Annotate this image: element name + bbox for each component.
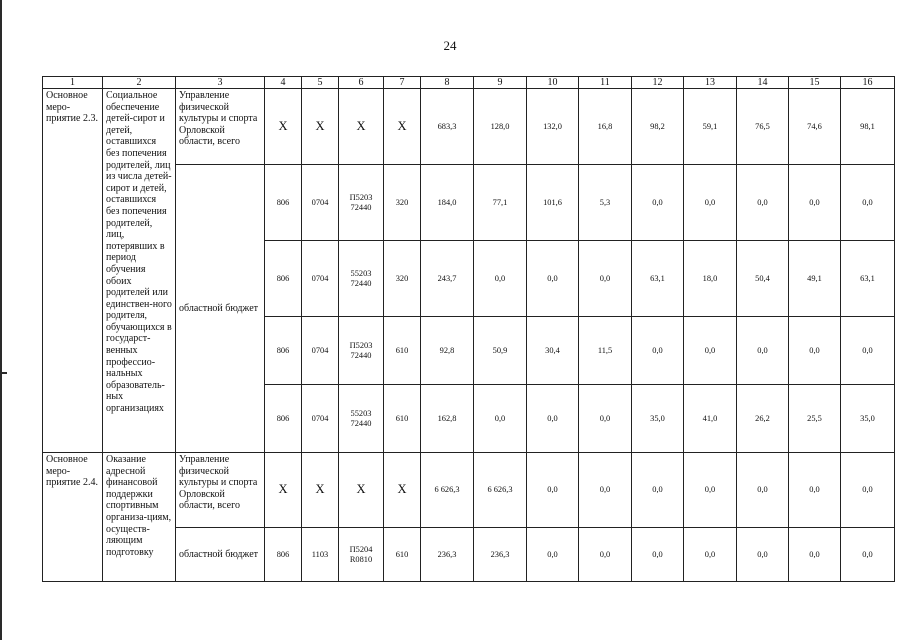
value-cell: 236,3 [421, 528, 474, 582]
value-cell: 101,6 [527, 165, 579, 241]
page-number: 24 [443, 38, 457, 53]
column-header: 12 [632, 77, 684, 89]
value-cell: 243,7 [421, 241, 474, 317]
table-cell: X [265, 89, 302, 165]
value-cell: 26,2 [737, 385, 789, 453]
value-cell: 63,1 [632, 241, 684, 317]
value-cell: 0,0 [737, 317, 789, 385]
table-cell: 806 [265, 528, 302, 582]
table-cell: X [265, 453, 302, 528]
page-edge-mark [2, 372, 7, 374]
value-cell: 184,0 [421, 165, 474, 241]
value-cell: 30,4 [527, 317, 579, 385]
value-cell: 0,0 [789, 317, 841, 385]
table-cell: 806 [265, 241, 302, 317]
table-cell: 1103 [302, 528, 339, 582]
value-cell: 50,4 [737, 241, 789, 317]
page-left-edge [0, 0, 2, 640]
value-cell: 0,0 [684, 528, 737, 582]
table-row [43, 89, 895, 165]
code-part: 72440 [350, 418, 372, 428]
value-cell: 0,0 [527, 453, 579, 528]
executor-cell: Управление физической культуры и спорта Орловской области, всего [176, 453, 265, 528]
table-cell: X [302, 453, 339, 528]
measure-cell: Основное меро-приятие 2.3. [43, 89, 103, 453]
value-cell: 128,0 [474, 89, 527, 165]
measure-cell: Основное меро-приятие 2.4. [43, 453, 103, 582]
value-cell: 0,0 [527, 241, 579, 317]
value-cell: 98,2 [632, 89, 684, 165]
value-cell: 0,0 [632, 165, 684, 241]
value-cell: 236,3 [474, 528, 527, 582]
value-cell: 132,0 [527, 89, 579, 165]
code-cell [339, 165, 384, 241]
code-part: R0810 [349, 554, 373, 564]
column-number-row [43, 77, 895, 89]
value-cell: 63,1 [841, 241, 895, 317]
table-cell: X [384, 89, 421, 165]
value-cell: 0,0 [684, 165, 737, 241]
value-cell: 0,0 [579, 241, 632, 317]
budget-source-cell: областной бюджет [176, 165, 265, 453]
code-part: П5204 [349, 544, 373, 554]
value-cell: 16,8 [579, 89, 632, 165]
column-header: 1 [43, 77, 103, 89]
code-part: П5203 [349, 340, 373, 350]
value-cell: 0,0 [841, 165, 895, 241]
value-cell: 35,0 [632, 385, 684, 453]
budget-table [42, 76, 895, 582]
value-cell: 41,0 [684, 385, 737, 453]
table-cell: 806 [265, 385, 302, 453]
table-cell: 320 [384, 241, 421, 317]
table-cell: X [339, 453, 384, 528]
value-cell: 6 626,3 [421, 453, 474, 528]
value-cell: 25,5 [789, 385, 841, 453]
table-cell: 320 [384, 165, 421, 241]
value-cell: 0,0 [737, 528, 789, 582]
table-cell: 0704 [302, 165, 339, 241]
column-header: 15 [789, 77, 841, 89]
code-part: 72440 [350, 350, 372, 360]
value-cell: 0,0 [789, 528, 841, 582]
column-header: 9 [474, 77, 527, 89]
value-cell: 0,0 [684, 453, 737, 528]
code-cell [339, 528, 384, 582]
value-cell: 0,0 [789, 165, 841, 241]
code-cell [339, 385, 384, 453]
value-cell: 0,0 [527, 385, 579, 453]
table-cell: 806 [265, 165, 302, 241]
value-cell: 683,3 [421, 89, 474, 165]
column-header: 14 [737, 77, 789, 89]
value-cell: 76,5 [737, 89, 789, 165]
value-cell: 0,0 [684, 317, 737, 385]
table-cell: 0704 [302, 241, 339, 317]
value-cell: 50,9 [474, 317, 527, 385]
column-header: 6 [339, 77, 384, 89]
value-cell: 0,0 [841, 453, 895, 528]
budget-source-cell: областной бюджет [176, 528, 265, 582]
value-cell: 162,8 [421, 385, 474, 453]
code-part: 72440 [350, 278, 372, 288]
column-header: 11 [579, 77, 632, 89]
column-header: 10 [527, 77, 579, 89]
value-cell: 0,0 [841, 317, 895, 385]
measure-description: Оказание адресной финансовой поддержки спортивным организа-циям, осуществ-ляющим подготовку [103, 453, 176, 582]
value-cell: 92,8 [421, 317, 474, 385]
value-cell: 6 626,3 [474, 453, 527, 528]
value-cell: 0,0 [474, 385, 527, 453]
table-cell: X [302, 89, 339, 165]
table-cell: 610 [384, 528, 421, 582]
value-cell: 11,5 [579, 317, 632, 385]
table-cell: 610 [384, 317, 421, 385]
code-cell [339, 317, 384, 385]
value-cell: 0,0 [841, 528, 895, 582]
table-cell: 610 [384, 385, 421, 453]
value-cell: 0,0 [527, 528, 579, 582]
table-cell: X [339, 89, 384, 165]
value-cell: 77,1 [474, 165, 527, 241]
value-cell: 0,0 [737, 165, 789, 241]
value-cell: 49,1 [789, 241, 841, 317]
table-cell: 806 [265, 317, 302, 385]
code-part: 55203 [350, 268, 372, 278]
table-cell: X [384, 453, 421, 528]
column-header: 16 [841, 77, 895, 89]
value-cell: 0,0 [632, 453, 684, 528]
column-header: 8 [421, 77, 474, 89]
value-cell: 18,0 [684, 241, 737, 317]
column-header: 4 [265, 77, 302, 89]
value-cell: 0,0 [474, 241, 527, 317]
value-cell: 5,3 [579, 165, 632, 241]
table-row [43, 453, 895, 528]
value-cell: 0,0 [632, 528, 684, 582]
code-part: 55203 [350, 408, 372, 418]
value-cell: 0,0 [737, 453, 789, 528]
column-header: 7 [384, 77, 421, 89]
table-cell: 0704 [302, 385, 339, 453]
value-cell: 0,0 [789, 453, 841, 528]
code-part: 72440 [350, 202, 372, 212]
column-header: 2 [103, 77, 176, 89]
value-cell: 98,1 [841, 89, 895, 165]
value-cell: 0,0 [579, 385, 632, 453]
table-cell: 0704 [302, 317, 339, 385]
column-header: 13 [684, 77, 737, 89]
column-header: 5 [302, 77, 339, 89]
value-cell: 0,0 [632, 317, 684, 385]
value-cell: 0,0 [579, 528, 632, 582]
value-cell: 35,0 [841, 385, 895, 453]
code-part: П5203 [349, 192, 373, 202]
column-header: 3 [176, 77, 265, 89]
value-cell: 74,6 [789, 89, 841, 165]
measure-description: Социальное обеспечение детей-сирот и детей, оставшихся без попечения родителей, лиц из числа детей-сирот и детей, оставшихся без попечения родителей, лиц, потерявших в период обучения обоих родителей или единствен-ного родителя, обучающихся в государст-венных профессио-нальных образователь-ных организациях [103, 89, 176, 453]
value-cell: 0,0 [579, 453, 632, 528]
executor-cell: Управление физической культуры и спорта Орловской области, всего [176, 89, 265, 165]
code-cell [339, 241, 384, 317]
value-cell: 59,1 [684, 89, 737, 165]
